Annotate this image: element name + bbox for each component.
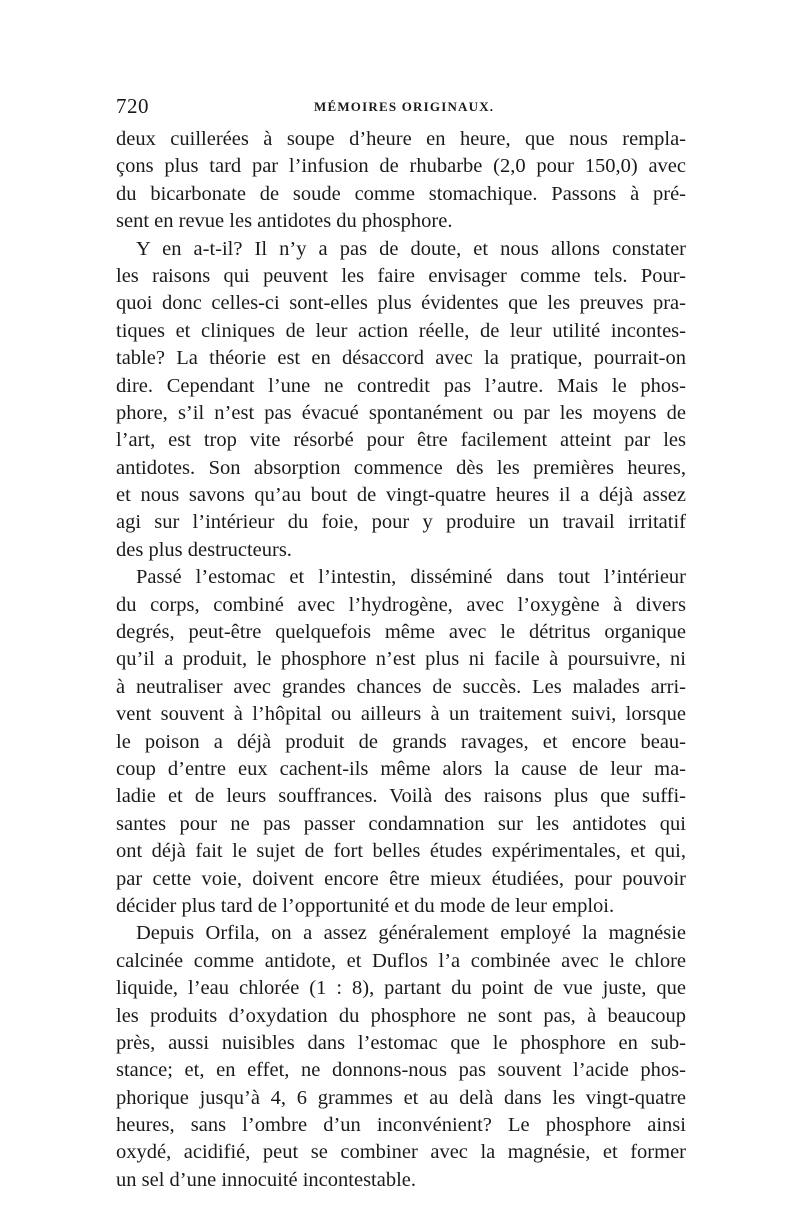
text-line: vent souvent à l’hôpital ou ailleurs à un traitement suivi, lorsque	[116, 703, 686, 726]
text-line: agi sur l’intérieur du foie, pour y produire un travail irritatif	[116, 511, 686, 534]
text-line: liquide, l’eau chlorée (1 : 8), partant du point de vue juste, que	[116, 977, 686, 1000]
text-line: phore, s’il n’est pas évacué spontanément ou par les moyens de	[116, 401, 686, 424]
text-line: des plus destructeurs.	[116, 538, 292, 561]
text-line: sent en revue les antidotes du phosphore.	[116, 210, 453, 233]
text-line: à neutraliser avec grandes chances de succès. Les malades arri-	[116, 675, 686, 698]
text-line: et nous savons qu’au bout de vingt-quatre heures il a déjà assez	[116, 484, 686, 507]
text-line: phorique jusqu’à 4, 6 grammes et au delà dans les vingt-quatre	[116, 1086, 686, 1109]
text-line: Y en a-t-il? Il n’y a pas de doute, et nous allons constater	[136, 237, 686, 260]
text-line: un sel d’une innocuité incontestable.	[116, 1168, 417, 1191]
text-line: décider plus tard de l’opportunité et du mode de leur emploi.	[116, 894, 615, 917]
text-line: tiques et cliniques de leur action réelle, de leur utilité incontes-	[116, 319, 686, 342]
text-line: coup d’entre eux cachent-ils même alors la cause de leur ma-	[116, 757, 686, 780]
text-line: table? La théorie est en désaccord avec la pratique, pourrait-on	[116, 347, 686, 370]
paragraph	[116, 126, 686, 236]
running-head	[116, 94, 686, 126]
text-line: oxydé, acidifié, peut se combiner avec la magnésie, et former	[116, 1141, 686, 1164]
text-line: heures, sans l’ombre d’un inconvénient? Le phosphore ainsi	[116, 1114, 686, 1137]
text-line: par cette voie, doivent encore être mieux étudiées, pour pouvoir	[116, 867, 686, 890]
paragraph	[116, 920, 686, 1194]
text-line: deux cuillerées à soupe d’heure en heure, que nous rempla-	[116, 128, 686, 150]
text-line: dire. Cependant l’une ne contredit pas l’autre. Mais le phos-	[116, 374, 686, 397]
text-line: du corps, combiné avec l’hydrogène, avec l’oxygène à divers	[116, 593, 686, 616]
book-page	[116, 94, 686, 1194]
page-number: 720	[116, 94, 149, 118]
text-line: calcinée comme antidote, et Duflos l’a combinée avec le chlore	[116, 949, 686, 972]
running-title: MÉMOIRES ORIGINAUX.	[314, 99, 495, 114]
text-line: près, aussi nuisibles dans l’estomac que le phosphore en sub-	[116, 1031, 686, 1054]
paragraph	[116, 236, 686, 565]
paragraph	[116, 564, 686, 920]
text-line: degrés, peut-être quelquefois même avec le détritus organique	[116, 621, 686, 644]
text-line: stance; et, en effet, ne donnons-nous pas souvent l’acide phos-	[116, 1059, 686, 1082]
text-line: santes pour ne pas passer condamnation sur les antidotes qui	[116, 812, 686, 835]
text-line: ladie et de leurs souffrances. Voilà des raisons plus que suffi-	[116, 785, 686, 808]
text-line: Passé l’estomac et l’intestin, disséminé dans tout l’intérieur	[136, 566, 686, 589]
body-text	[116, 126, 686, 1194]
text-line: antidotes. Son absorption commence dès les premières heures,	[116, 456, 686, 479]
text-line: du bicarbonate de soude comme stomachique. Passons à pré-	[116, 182, 686, 205]
text-line: Depuis Orfila, on a assez généralement employé la magnésie	[136, 922, 686, 945]
text-line: qu’il a produit, le phosphore n’est plus ni facile à poursuivre, ni	[116, 648, 686, 671]
text-line: ont déjà fait le sujet de fort belles études expérimentales, et qui,	[116, 840, 686, 863]
text-line: çons plus tard par l’infusion de rhubarbe (2,0 pour 150,0) avec	[116, 155, 686, 178]
text-line: les produits d’oxydation du phosphore ne sont pas, à beaucoup	[116, 1004, 686, 1027]
text-line: l’art, est trop vite résorbé pour être facilement atteint par les	[116, 429, 686, 452]
text-line: quoi donc celles-ci sont-elles plus évidentes que les preuves pra-	[116, 292, 686, 315]
text-line: les raisons qui peuvent les faire envisager comme tels. Pour-	[116, 264, 686, 287]
text-line: le poison a déjà produit de grands ravages, et encore beau-	[116, 730, 686, 753]
